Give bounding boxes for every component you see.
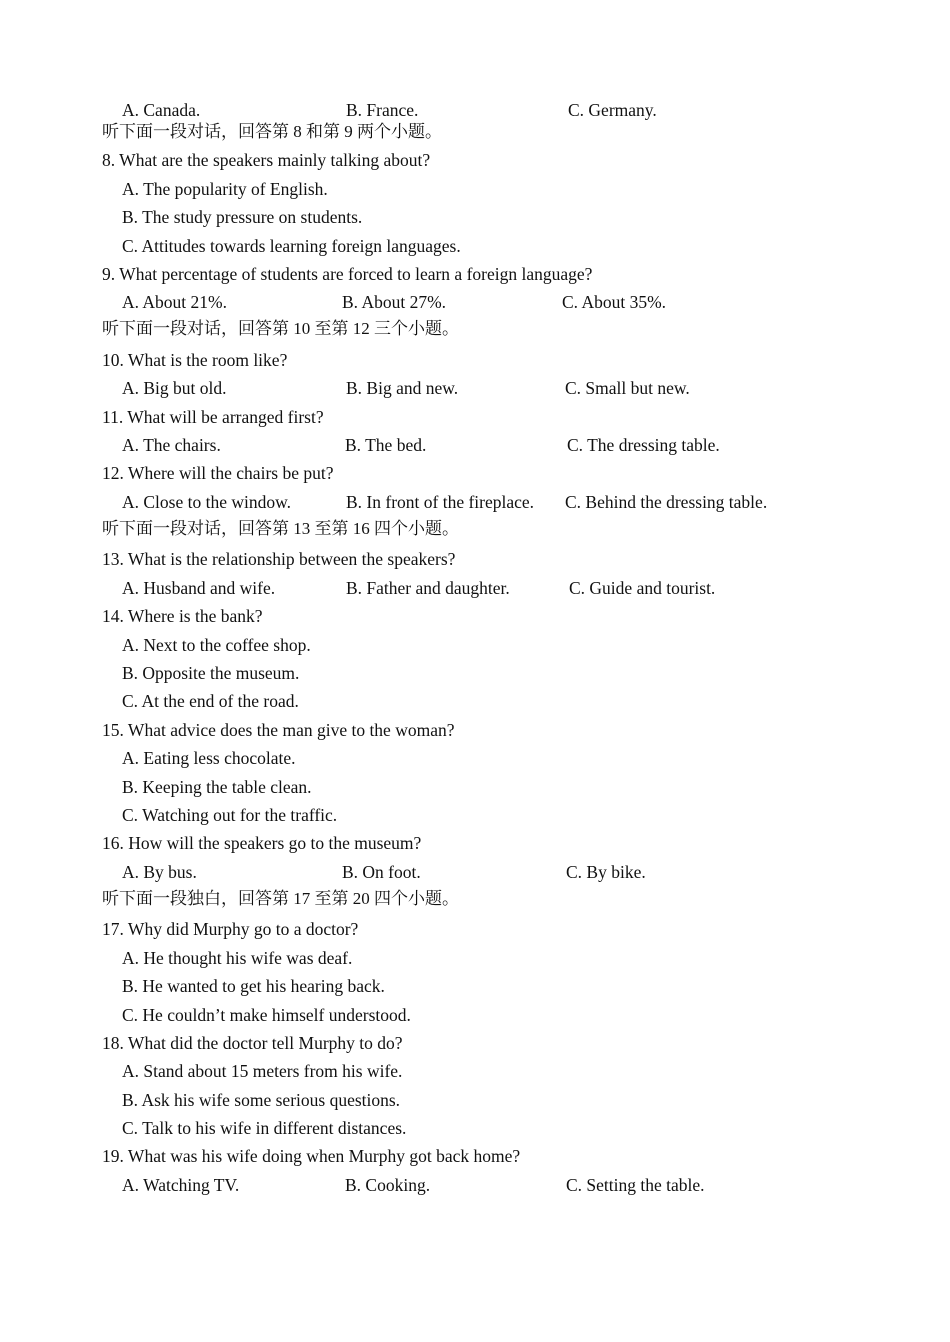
q13-option-a: A. Husband and wife. — [122, 578, 276, 598]
q14-option-c: C. At the end of the road. — [122, 691, 299, 711]
question-18: 18. What did the doctor tell Murphy to do? — [102, 1033, 403, 1053]
q18-option-a: A. Stand about 15 meters from his wife. — [122, 1061, 403, 1081]
q9-option-a: A. About 21%. — [122, 292, 227, 312]
q17-option-b: B. He wanted to get his hearing back. — [122, 976, 385, 996]
question-17: 17. Why did Murphy go to a doctor? — [102, 919, 359, 939]
q19-option-b: B. Cooking. — [345, 1175, 431, 1195]
q13-option-b: B. Father and daughter. — [346, 578, 510, 598]
section-heading-q17-20: 听下面一段独白，回答第 17 至第 20 四个小题。 — [102, 889, 459, 908]
question-9: 9. What percentage of students are forced to learn a foreign language? — [102, 264, 593, 284]
section-heading-q13-16: 听下面一段对话，回答第 13 至第 16 四个小题。 — [102, 519, 459, 538]
question-16: 16. How will the speakers go to the museum? — [102, 833, 422, 853]
q8-option-a: A. The popularity of English. — [122, 179, 328, 199]
q13-option-c: C. Guide and tourist. — [569, 578, 716, 598]
q10-option-a: A. Big but old. — [122, 378, 227, 398]
q10-option-c: C. Small but new. — [565, 378, 690, 398]
q18-option-b: B. Ask his wife some serious questions. — [122, 1090, 401, 1110]
question-15: 15. What advice does the man give to the woman? — [102, 720, 455, 740]
q16-option-a: A. By bus. — [122, 862, 197, 882]
q16-option-b: B. On foot. — [342, 862, 421, 882]
q15-option-b: B. Keeping the table clean. — [122, 777, 312, 797]
q15-option-c: C. Watching out for the traffic. — [122, 805, 338, 825]
q8-option-b: B. The study pressure on students. — [122, 207, 363, 227]
q19-option-c: C. Setting the table. — [566, 1175, 705, 1195]
q11-option-a: A. The chairs. — [122, 435, 221, 455]
question-19: 19. What was his wife doing when Murphy got back home? — [102, 1146, 521, 1166]
q9-option-b: B. About 27%. — [342, 292, 447, 312]
q12-option-c: C. Behind the dressing table. — [565, 492, 768, 512]
question-11: 11. What will be arranged first? — [102, 407, 324, 427]
q7-option-a: A. Canada. — [122, 100, 201, 120]
q11-option-b: B. The bed. — [345, 435, 427, 455]
question-12: 12. Where will the chairs be put? — [102, 463, 334, 483]
q12-option-a: A. Close to the window. — [122, 492, 291, 512]
q18-option-c: C. Talk to his wife in different distances. — [122, 1118, 407, 1138]
section-heading-q8-9: 听下面一段对话，回答第 8 和第 9 两个小题。 — [102, 122, 442, 141]
q17-option-c: C. He couldn’t make himself understood. — [122, 1005, 411, 1025]
question-13: 13. What is the relationship between the speakers? — [102, 549, 456, 569]
question-8: 8. What are the speakers mainly talking about? — [102, 150, 431, 170]
q8-option-c: C. Attitudes towards learning foreign languages. — [122, 236, 461, 256]
q14-option-a: A. Next to the coffee shop. — [122, 635, 311, 655]
q7-option-c: C. Germany. — [568, 100, 657, 120]
q10-option-b: B. Big and new. — [346, 378, 459, 398]
q16-option-c: C. By bike. — [566, 862, 646, 882]
q19-option-a: A. Watching TV. — [122, 1175, 240, 1195]
q17-option-a: A. He thought his wife was deaf. — [122, 948, 353, 968]
q12-option-b: B. In front of the fireplace. — [346, 492, 535, 512]
q9-option-c: C. About 35%. — [562, 292, 667, 312]
q14-option-b: B. Opposite the museum. — [122, 663, 300, 683]
section-heading-q10-12: 听下面一段对话，回答第 10 至第 12 三个小题。 — [102, 319, 459, 338]
q11-option-c: C. The dressing table. — [567, 435, 720, 455]
question-14: 14. Where is the bank? — [102, 606, 263, 626]
q7-option-b: B. France. — [346, 100, 419, 120]
q15-option-a: A. Eating less chocolate. — [122, 748, 296, 768]
question-10: 10. What is the room like? — [102, 350, 288, 370]
